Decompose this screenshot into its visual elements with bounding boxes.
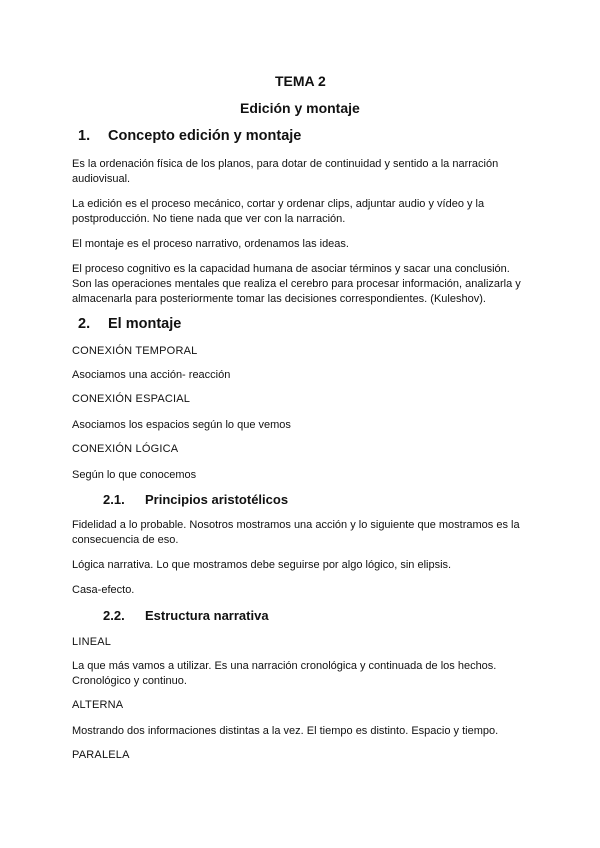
list-item: La que más vamos a utilizar. Es una narración cronológica y continuada de los hechos. Cronológico y continuo. [72,660,497,687]
list-heading: CONEXIÓN TEMPORAL [72,345,198,357]
list-heading: ALTERNA [72,699,124,711]
section-2-1-heading [103,492,288,507]
list-item: Asociamos una acción- reacción [72,369,231,381]
list-heading: PARALELA [72,749,130,761]
paragraph: Lógica narrativa. Lo que mostramos debe seguirse por algo lógico, sin elipsis. [72,559,452,571]
list-heading: CONEXIÓN LÓGICA [72,443,179,455]
list-item: Mostrando dos informaciones distintas a la vez. El tiempo es distinto. Espacio y tiempo. [72,725,499,737]
section-title: Concepto edición y montaje [108,128,302,144]
paragraph: Es la ordenación física de los planos, para dotar de continuidad y sentido a la narración audiovisual. [72,158,499,185]
list-heading: LINEAL [72,636,112,648]
section-number: 1. [78,128,91,144]
section-title: Principios aristotélicos [145,492,289,507]
section-number: 2.2. [103,608,125,623]
section-number: 2. [78,316,91,332]
document-subtitle: Edición y montaje [240,100,360,116]
section-2-heading [78,316,181,332]
section-title: Estructura narrativa [145,608,269,623]
list-item: Asociamos los espacios según lo que vemos [72,419,291,431]
paragraph: El proceso cognitivo es la capacidad humana de asociar términos y sacar una conclusión. Son las operaciones mentales que realiza el cerebro para procesar información, analizarla y almacenarla para posteriormente tomar las decisiones correspondientes. (Kuleshov). [72,263,521,305]
paragraph: La edición es el proceso mecánico, cortar y ordenar clips, adjuntar audio y vídeo y la postproducción. No tiene nada que ver con la narración. [72,198,485,225]
section-title: El montaje [108,316,182,332]
section-2-2-heading [103,608,269,623]
paragraph: El montaje es el proceso narrativo, ordenamos las ideas. [72,238,349,250]
document-tema: TEMA 2 [275,73,326,89]
paragraph: Casa-efecto. [72,584,135,596]
paragraph: Fidelidad a lo probable. Nosotros mostramos una acción y lo siguiente que mostramos es la consecuencia de eso. [72,519,520,546]
list-item: Según lo que conocemos [72,469,197,481]
list-heading: CONEXIÓN ESPACIAL [72,393,191,405]
section-number: 2.1. [103,492,125,507]
section-1-heading [78,128,301,144]
